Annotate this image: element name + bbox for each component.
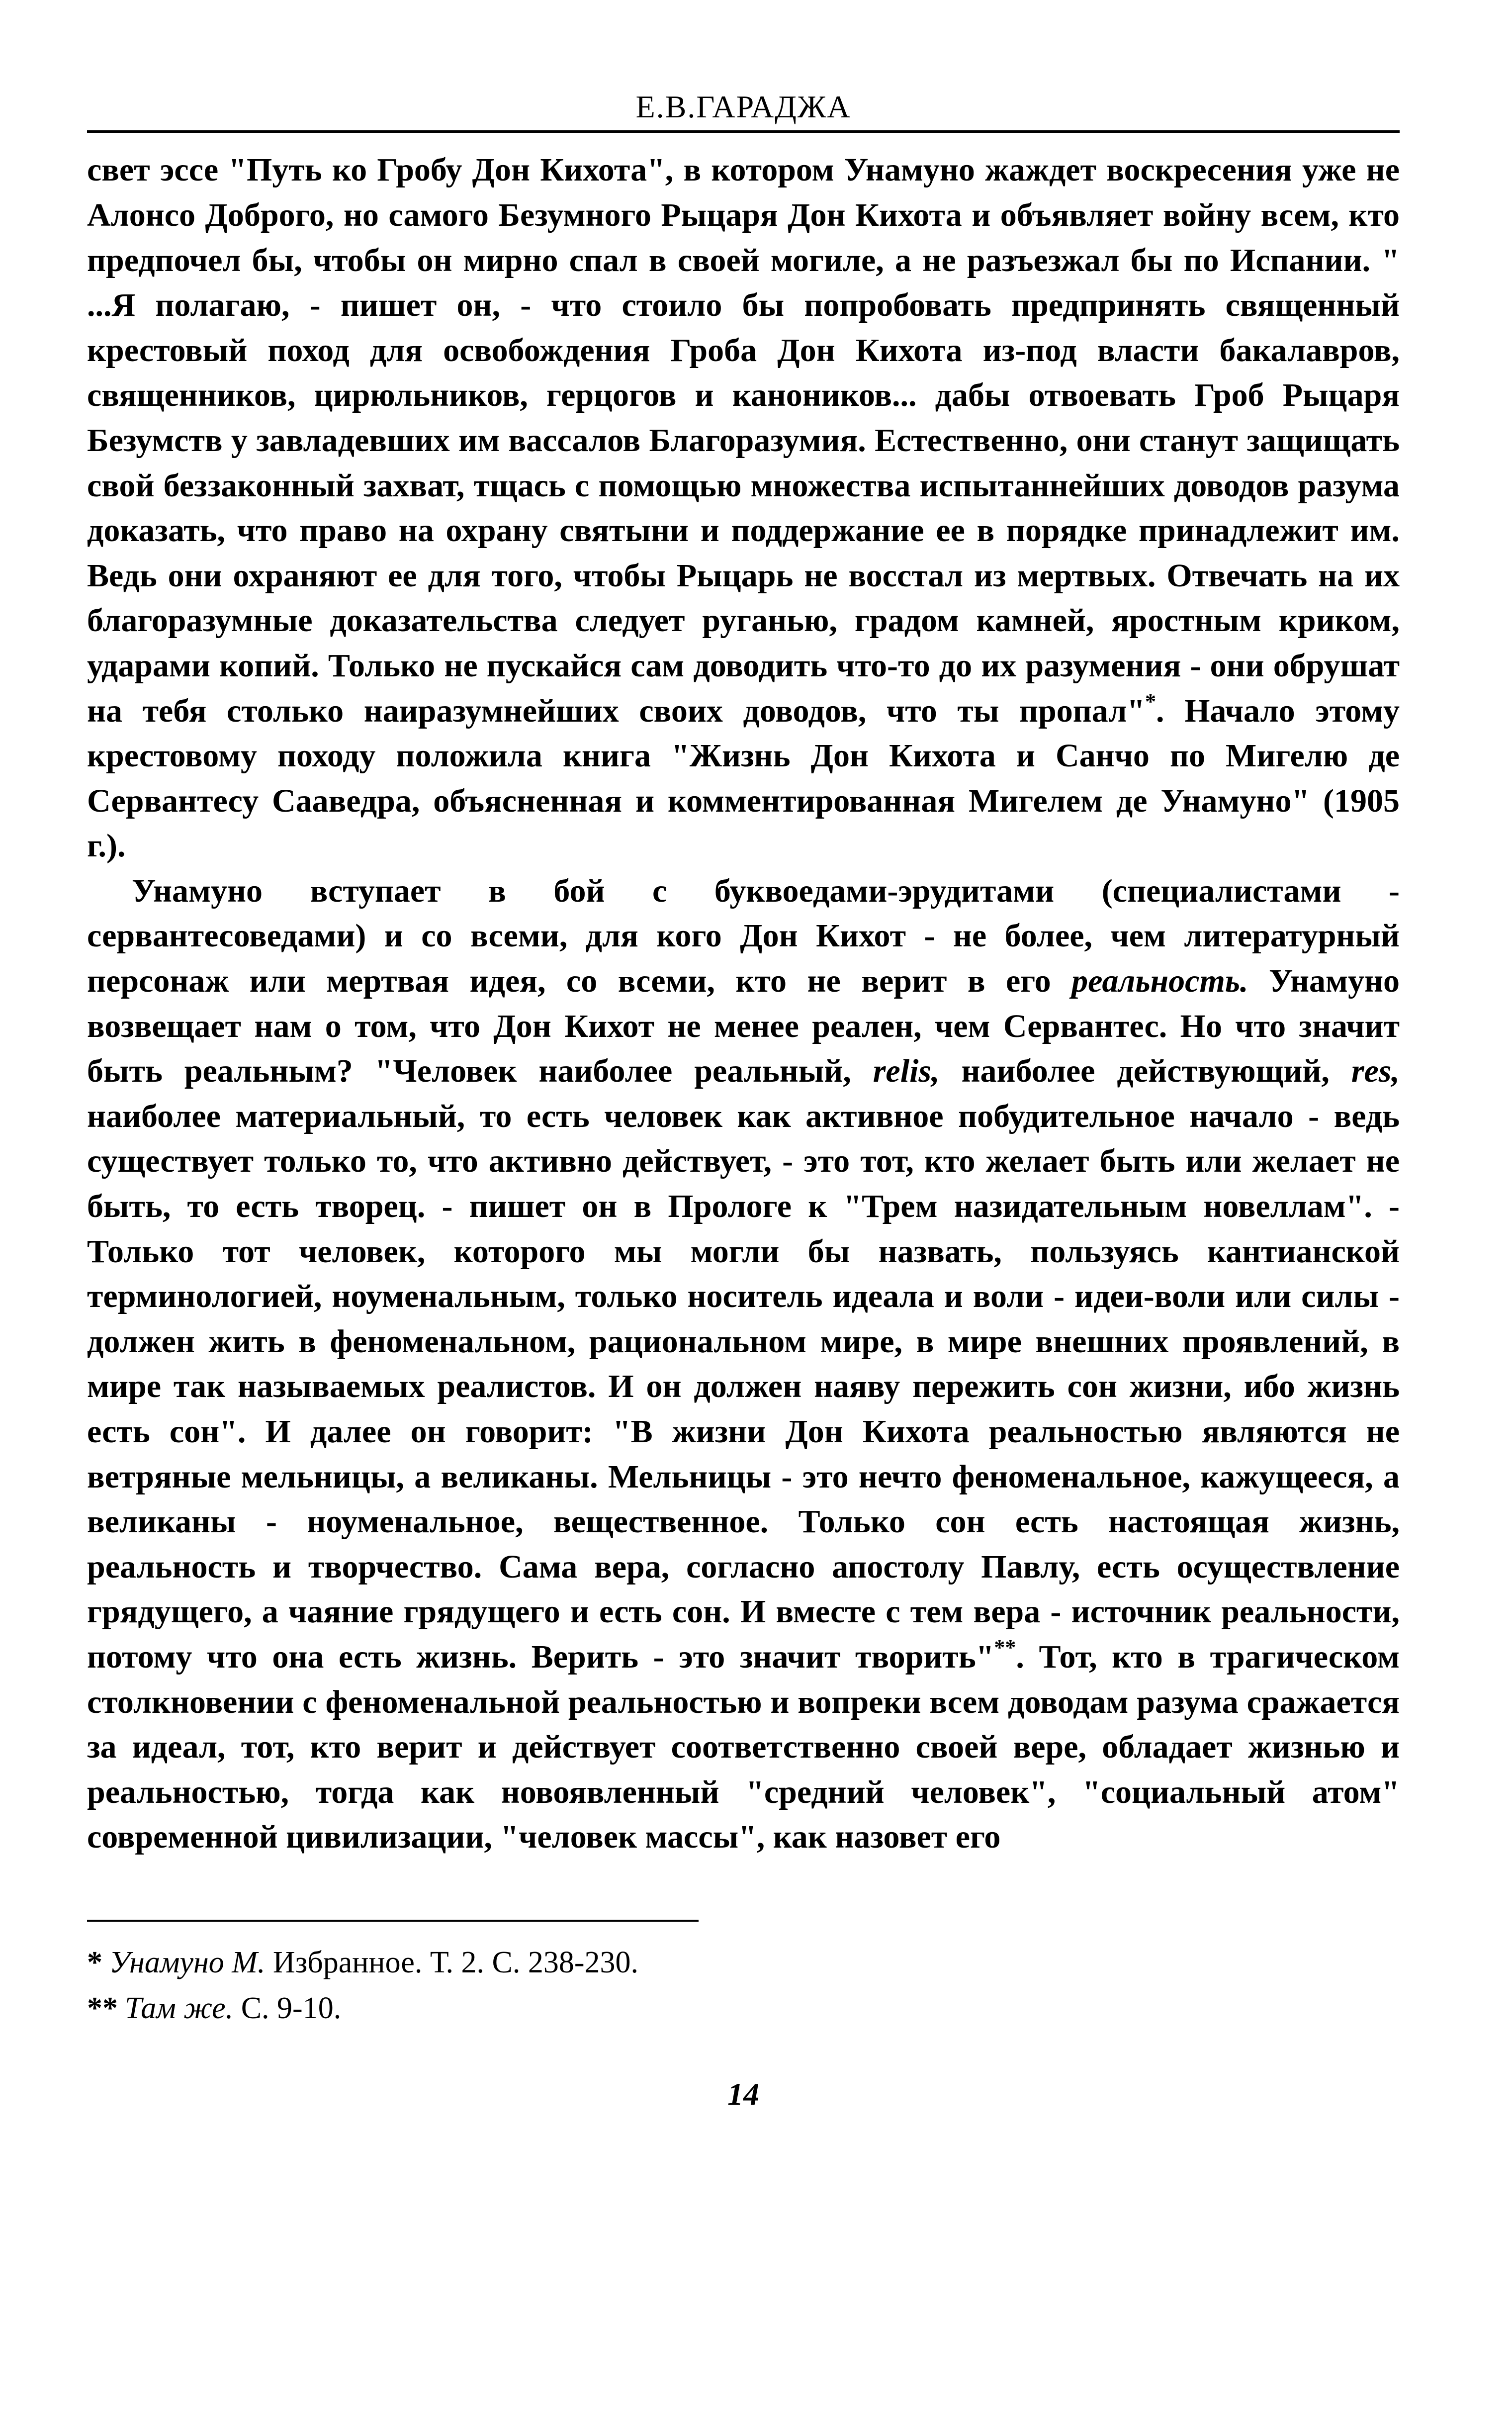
footnote-text: Избранное. Т. 2. С. 238-230. (265, 1945, 639, 1979)
paragraph-2-text: Унамуно вступает в бой с буквоедами-эрудитами (специалистами - сервантесоведами) и со всеми, для кого Дон Кихот - не более, чем литературный персонаж или мертвая идея, со всеми, кто не верит в его (87, 872, 1400, 1000)
body-text (87, 148, 1400, 1860)
italic-term-relis: relis, (873, 1053, 940, 1090)
paragraph-1-text-cont: . Начало этому крестовому походу положила книга "Жизнь Дон Кихота и Санчо по Мигелю де Сервантесу Сааведра, объясненная и комментированная Мигелем де Унамуно" (1905 г.). (87, 692, 1400, 864)
footnote-text: С. 9-10. (233, 1991, 342, 2025)
footnote-mark: * (87, 1945, 102, 1979)
paragraph-2-text: . Тот, кто в трагическом столкновении с феноменальной реальностью и вопреки всем доводам разума сражается за идеал, тот, кто верит и действует соответственно своей вере, обладает жизнью и реальностью, тогда как новоявленный "средний человек", "социальный атом" современной цивилизации, "человек массы", как назовет его (87, 1638, 1400, 1856)
footnote-1 (87, 1940, 1400, 1985)
footnote-2 (87, 1985, 1400, 2031)
paragraph-2-text: наиболее материальный, то есть человек как активное побудительное начало - ведь существует только то, что активно действует, - это тот, кто желает быть или желает не быть, то есть творец. - пишет он в Прологе к "Трем назидательным новеллам". - Только тот человек, которого мы могли бы назвать, пользуясь кантианской терминологией, ноуменальным, только носитель идеала и воли - идеи-воли или силы - должен жить в феноменальном, рациональном мире, в мире внешних проявлений, в мире так называемых реалистов. И он должен наяву пережить сон жизни, ибо жизнь есть сон". И далее он говорит: "В жизни Дон Кихота реальностью являются не ветряные мельницы, а великаны. Мельницы - это нечто феноменальное, кажущееся, а великаны - ноуменальное, вещественное. Только сон есть настоящая жизнь, реальность и творчество. Сама вера, согласно апостолу Павлу, есть осуществление грядущего, а чаяние грядущего и есть сон. И вместе с тем вера - источник реальности, потому что она есть жизнь. Верить - это значит творить" (87, 1098, 1400, 1675)
paragraph-2-text: Унамуно возвещает нам о том, что Дон Кихот не менее реален, чем Сервантес. Но что значит быть реальным? "Человек наиболее реальный, (87, 963, 1400, 1090)
book-page (87, 90, 1400, 2113)
footnote-ref-2: ** (994, 1635, 1016, 1660)
running-head: Е.В.ГАРАДЖА (635, 89, 851, 124)
paragraph-2-text: наиболее действующий, (939, 1053, 1351, 1090)
footnote-author: Там же. (125, 1991, 234, 2025)
paragraph-2 (87, 869, 1400, 1860)
paragraph-1 (87, 148, 1400, 869)
footnote-mark: ** (87, 1991, 118, 2025)
page-number: 14 (727, 2076, 759, 2112)
italic-term-reality: реальность. (1071, 963, 1248, 1000)
footnote-rule (87, 1920, 699, 1922)
footnote-author: Унамуно М. (109, 1945, 266, 1979)
header-rule (87, 130, 1400, 133)
footnote-ref-1: * (1145, 689, 1156, 714)
paragraph-1-text: свет эссе "Путь ко Гробу Дон Кихота", в котором Унамуно жаждет воскресения уже не Алонсо Доброго, но самого Безумного Рыцаря Дон Кихота и объявляет войну всем, кто предпочел бы, чтобы он мирно спал в своей могиле, а не разъезжал бы по Испании. " ...Я полагаю, - пишет он, - что стоило бы попробовать предпринять священный крестовый поход для освобождения Гроба Дон Кихота из-под власти бакалавров, священников, цирюльников, герцогов и каноников... дабы отвоевать Гроб Рыцаря Безумств у завладевших им вассалов Благоразумия. Естественно, они станут защищать свой беззаконный захват, тщась с помощью множества испытаннейших доводов разума доказать, что право на охрану святыни и поддержание ее в порядке принадлежит им. Ведь они охраняют ее для того, чтобы Рыцарь не восстал из мертвых. Отвечать на их благоразумные доказательства следует руганью, градом камней, яростным криком, ударами копий. Только не пускайся сам доводить что-то до их разумения - они обрушат на тебя столько наиразумнейших своих доводов, что ты пропал" (87, 152, 1400, 729)
italic-term-res: res, (1351, 1053, 1400, 1090)
